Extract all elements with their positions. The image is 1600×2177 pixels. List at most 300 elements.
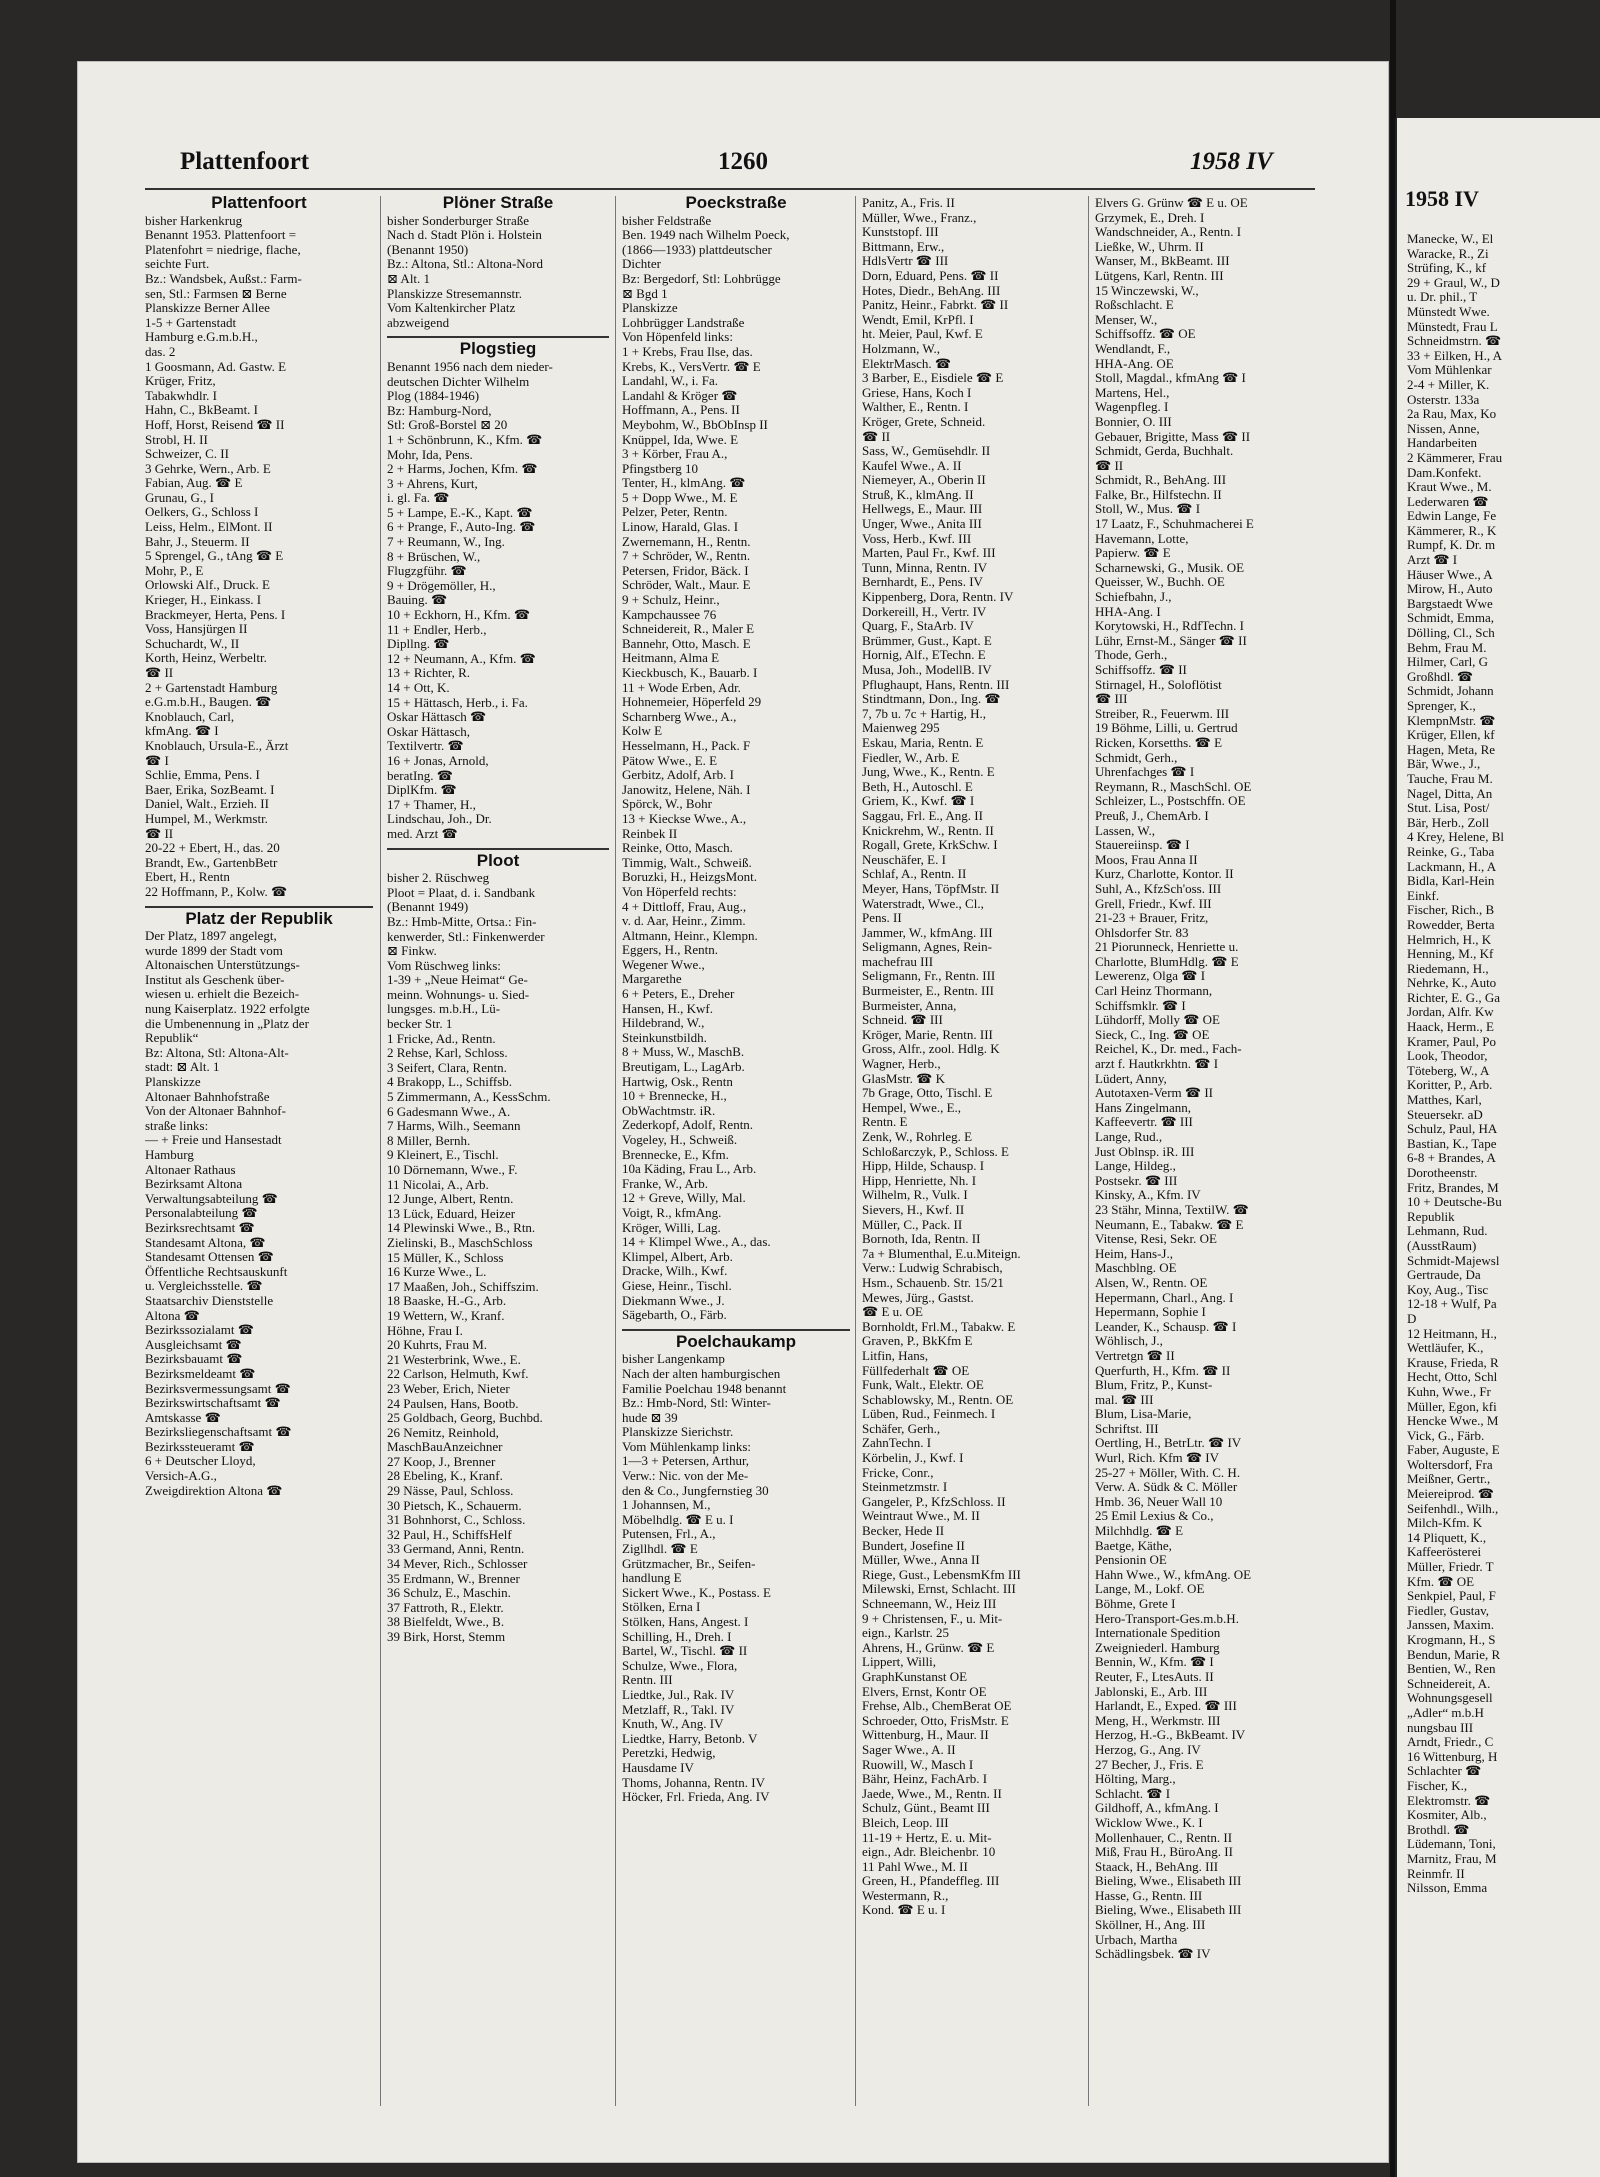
directory-entry: ☎ II [145, 826, 174, 841]
directory-entry: Holzmann, W., [862, 341, 940, 356]
directory-entry: Nehrke, K., Auto [1407, 976, 1497, 991]
directory-entry: Zederkopf, Adolf, Rentn. [622, 1118, 754, 1133]
directory-entry: Franke, W., Arb. [622, 1176, 708, 1191]
directory-entry: ZahnTechn. I [862, 1436, 932, 1451]
page-header-right: 1958 IV [1190, 148, 1273, 175]
directory-entry: Saggau, Frl. E., Ang. II [862, 808, 983, 823]
directory-entry: 14 + Ott, K. [387, 681, 450, 695]
directory-entry: DiplKfm. ☎ [387, 783, 457, 798]
directory-entry: Schädlingsbek. ☎ IV [1095, 1947, 1211, 1962]
directory-entry: Handarbeiten [1407, 436, 1478, 451]
directory-entry: Just Oblnsp. iR. III [1095, 1144, 1195, 1159]
directory-entry: Hagen, Meta, Re [1407, 742, 1496, 757]
directory-entry: Schäfer, Gerh., [862, 1421, 941, 1436]
directory-entry: 33 + Eilken, H., A [1407, 348, 1503, 363]
directory-entry: 4 Krey, Helene, Bl [1407, 830, 1504, 845]
directory-entry: Leander, K., Schausp. ☎ I [1095, 1319, 1237, 1334]
directory-entry: seichte Furt. [145, 257, 210, 272]
directory-entry: Familie Poelchau 1948 benannt [622, 1381, 787, 1396]
directory-entry: Ricken, Korsetths. ☎ E [1095, 735, 1223, 750]
directory-entry: Bannehr, Otto, Masch. E [622, 636, 751, 651]
directory-entry: Bär, Wwe., J., [1407, 757, 1481, 772]
directory-entry: Walther, E., Rentn. I [862, 400, 969, 415]
directory-entry: ⊠ Finkw. [387, 944, 437, 959]
directory-entry: 11 Nicolai, A., Arb. [387, 1177, 489, 1192]
directory-entry: Bittmann, Erw., [862, 239, 945, 254]
directory-entry: 25 Goldbach, Georg, Buchbd. [387, 1411, 543, 1426]
directory-entry: Bahr, J., Steuerm. II [145, 534, 250, 549]
directory-entry: 3 + Ahrens, Kurt, [387, 476, 478, 491]
directory-entry: Bezirkswirtschaftsamt ☎ [145, 1396, 281, 1411]
directory-entry: Lewerenz, Olga ☎ I [1095, 969, 1206, 984]
column-divider [615, 196, 616, 2106]
directory-entry: Hesselmann, H., Pack. F [622, 738, 751, 753]
directory-entry: 2a Rau, Max, Ko [1407, 407, 1497, 422]
directory-entry: Scharnewski, G., Musik. OE [1095, 560, 1245, 575]
directory-entry: nungsbau III [1407, 1720, 1474, 1735]
directory-entry: Knickrehm, W., Rentn. II [862, 823, 994, 838]
directory-entry: Hsm., Schauenb. Str. 15/21 [862, 1275, 1004, 1290]
directory-entry: Graven, P., BkKfm E [862, 1334, 973, 1349]
directory-entry: Sköllner, H., Ang. III [1095, 1918, 1206, 1933]
directory-entry: Fritz, Brandes, M [1407, 1180, 1499, 1195]
directory-entry: Elvers G. Grünw ☎ E u. OE [1095, 196, 1248, 210]
directory-entry: Bieling, Wwe., Elisabeth III [1095, 1874, 1242, 1889]
directory-entry: (1866—1933) plattdeutscher [622, 242, 772, 257]
directory-entry: Bz: Bergedorf, Stl: Lohbrügge [622, 271, 781, 286]
directory-entry: das. 2 [145, 344, 176, 359]
directory-entry: 2 + Gartenstadt Hamburg [145, 680, 278, 695]
directory-entry: Schmidt-Majewsl [1407, 1253, 1500, 1268]
directory-entry: 17 Maaßen, Joh., Schiffszim. [387, 1279, 539, 1294]
directory-entry: Wöhlisch, J., [1095, 1334, 1163, 1349]
directory-entry: ObWachtmstr. iR. [622, 1103, 716, 1118]
directory-entry: Wohnungsgesell [1407, 1691, 1493, 1706]
directory-entry: Mohr, Ida, Pens. [387, 447, 473, 462]
directory-entry: Lüben, Rud., Feinmech. I [862, 1407, 996, 1422]
directory-entry: 12 Heitmann, H., [1407, 1326, 1497, 1341]
directory-entry: Wurl, Rich. Kfm ☎ IV [1095, 1451, 1219, 1466]
directory-entry: Maschblng. OE [1095, 1261, 1177, 1276]
directory-entry: wiesen u. erhielt die Bezeich- [145, 987, 300, 1002]
directory-entry: Knoblauch, Ursula-E., Ärzt [145, 738, 289, 753]
directory-entry: Milch-Kfm. K [1407, 1516, 1483, 1531]
directory-entry: Thoms, Johanna, Rentn. IV [622, 1775, 765, 1790]
directory-entry: Hepermann, Sophie I [1095, 1305, 1206, 1320]
directory-entry: Stoll, Magdal., kfmAng ☎ I [1095, 371, 1246, 386]
directory-entry: 2-4 + Miller, K. [1407, 377, 1490, 392]
directory-entry: Nach der alten hamburgischen [622, 1366, 781, 1381]
directory-entry: Harlandt, E., Exped. ☎ III [1095, 1699, 1237, 1714]
directory-entry: ☎ III [1095, 692, 1128, 707]
directory-entry: Vick, G., Färb. [1407, 1428, 1485, 1443]
directory-entry: — + Freie und Hansestadt [145, 1133, 282, 1148]
directory-entry: Breutigam, L., LagArb. [622, 1060, 745, 1075]
directory-entry: Grunau, G., I [145, 490, 214, 505]
directory-entry: Krüger, Fritz, [145, 374, 216, 389]
directory-entry: Jaede, Wwe., M., Rentn. II [862, 1786, 1002, 1801]
directory-entry: Republik“ [145, 1031, 199, 1046]
directory-entry: Kieckbusch, K., Bauarb. I [622, 666, 758, 680]
column-3 [622, 193, 850, 1805]
directory-entry: Charlotte, BlumHdlg. ☎ E [1095, 954, 1239, 969]
directory-entry: Krogmann, H., S [1407, 1633, 1496, 1647]
directory-entry: Körbelin, J., Kwf. I [862, 1451, 964, 1466]
directory-entry: Bidla, Karl-Hein [1407, 874, 1495, 889]
directory-entry: 32 Paul, H., SchiffsHelf [387, 1527, 512, 1542]
directory-entry: Querfurth, H., Kfm. ☎ II [1095, 1363, 1231, 1378]
directory-entry: Reymann, R., MaschSchl. OE [1095, 779, 1252, 794]
directory-entry: Landahl & Kröger ☎ [622, 388, 738, 403]
directory-entry: Stoll, W., Mus. ☎ I [1095, 502, 1201, 517]
directory-entry: Bz: Hamburg-Nord, [387, 403, 492, 418]
directory-entry: Korth, Heinz, Werbeltr. [145, 651, 267, 666]
directory-entry: Planskizze Stresemannstr. [387, 286, 523, 301]
directory-entry: ☎ I [145, 753, 169, 768]
directory-entry: Dorkereill, H., Vertr. IV [862, 604, 987, 619]
directory-entry: 4 + Dittloff, Frau, Aug., [622, 899, 747, 914]
directory-entry: Woltersdorf, Fra [1407, 1457, 1493, 1472]
directory-entry: Tunn, Minna, Rentn. IV [862, 560, 988, 575]
directory-entry: 22 Hoffmann, P., Kolw. ☎ [145, 884, 288, 899]
directory-entry: Margarethe [622, 972, 682, 987]
directory-entry: kfmAng. ☎ I [145, 724, 219, 739]
directory-entry: 25 Emil Lexius & Co., [1095, 1509, 1214, 1524]
directory-entry: Hencke Wwe., M [1407, 1414, 1499, 1429]
directory-entry: Republik [1407, 1209, 1455, 1224]
directory-entry: Zenk, W., Rohrleg. E [862, 1130, 973, 1144]
directory-entry: Seifenhdl., Wilh., [1407, 1501, 1499, 1516]
directory-entry: u. Vergleichsstelle. ☎ [145, 1279, 263, 1294]
directory-entry: Fabian, Aug. ☎ E [145, 476, 243, 491]
directory-entry: Jammer, W., kfmAng. III [862, 925, 993, 940]
directory-entry: 23 Weber, Erich, Nieter [387, 1381, 510, 1396]
directory-entry: stadt: ⊠ Alt. 1 [145, 1060, 220, 1075]
directory-entry: Pfingstberg 10 [622, 461, 698, 476]
directory-entry: bisher Feldstraße [622, 213, 712, 228]
directory-entry: 7, 7b u. 7c + Hartig, H., [862, 706, 986, 721]
directory-entry: Schröder, Walt., Maur. E [622, 578, 751, 593]
directory-entry: bisher Langenkamp [622, 1352, 725, 1367]
directory-entry: Vom Mühlenkamp links: [622, 1439, 752, 1454]
directory-entry: Bär, Herb., Zoll [1407, 815, 1490, 830]
directory-entry: Bezirksliegenschaftsamt ☎ [145, 1425, 292, 1440]
directory-entry: Wicklow Wwe., K. I [1095, 1815, 1203, 1830]
directory-entry: Tauche, Frau M. [1407, 771, 1493, 786]
directory-entry: 2 + Harms, Jochen, Kfm. ☎ [387, 462, 538, 477]
directory-entry: mal. ☎ III [1095, 1392, 1154, 1407]
directory-entry: Kunststopf. III [862, 225, 939, 240]
directory-entry: GraphKunstanst OE [862, 1669, 968, 1684]
directory-entry: Bz.: Hmb-Nord, Stl: Winter- [622, 1396, 771, 1411]
directory-entry: 14 Plewinski Wwe., B., Rtn. [387, 1221, 536, 1236]
directory-entry: Lippert, Willi, [862, 1655, 936, 1670]
directory-entry: Verw.: Ludwig Schrabisch, [862, 1261, 1003, 1276]
directory-entry: Kröger, Marie, Rentn. III [862, 1027, 993, 1042]
directory-entry: Brackmeyer, Herta, Pens. I [145, 607, 286, 622]
directory-entry: Kuhn, Wwe., Fr [1407, 1384, 1491, 1399]
directory-entry: Vom Mühlenkar [1407, 363, 1492, 378]
directory-entry: ☎ II [862, 429, 891, 444]
directory-entry: Krieger, H., Einkass. I [145, 593, 262, 608]
directory-entry: ⊠ Bgd 1 [622, 286, 668, 301]
directory-entry: Neuschäfer, E. I [862, 852, 946, 867]
directory-entry: Riege, Gust., LebensmKfm III [862, 1567, 1021, 1582]
directory-entry: Dipllng. ☎ [387, 637, 450, 652]
directory-entry: hude ⊠ 39 [622, 1410, 678, 1425]
directory-entry: Krause, Frieda, R [1407, 1355, 1499, 1370]
column-5 [1095, 196, 1310, 1962]
directory-entry: Lühr, Ernst-M., Sänger ☎ II [1095, 633, 1247, 648]
column-1 [145, 193, 373, 1498]
directory-entry: 17 + Thamer, H., [387, 797, 476, 812]
directory-entry: Bornoth, Ida, Rentn. II [862, 1232, 981, 1247]
directory-entry: Funk, Walt., Elektr. OE [862, 1378, 984, 1393]
directory-entry: ElektrMasch. ☎ [862, 356, 952, 371]
directory-entry: Der Platz, 1897 angelegt, [145, 929, 277, 944]
directory-entry: Schmidt, Gerh., [1095, 750, 1178, 765]
directory-entry: Rumpf, K. Dr. m [1407, 538, 1496, 553]
directory-entry: Unger, Wwe., Anita III [862, 517, 982, 532]
directory-entry: Meißner, Gertr., [1407, 1472, 1491, 1487]
directory-entry: Stölken, Hans, Angest. I [622, 1615, 749, 1629]
directory-entry: Ausgleichsamt ☎ [145, 1337, 242, 1352]
directory-entry: Rentn. E [862, 1115, 908, 1130]
directory-entry: Falke, Br., Hilfstechn. II [1095, 487, 1222, 502]
directory-entry: Lindschau, Joh., Dr. [387, 812, 492, 827]
directory-entry: Staatsarchiv Dienststelle [145, 1293, 274, 1308]
directory-entry: Altonaer Rathaus [145, 1162, 236, 1177]
directory-entry: Nissen, Anne, [1407, 421, 1480, 436]
directory-entry: Lange, M., Lokf. OE [1095, 1582, 1205, 1597]
directory-entry: Faber, Auguste, E [1407, 1443, 1500, 1458]
directory-entry: Stauereiinsp. ☎ I [1095, 838, 1190, 853]
directory-entry: Hamburg [145, 1148, 194, 1162]
directory-entry: Osterstr. 133a [1407, 392, 1480, 407]
directory-entry: Bernhardt, E., Pens. IV [862, 575, 983, 590]
directory-entry: Lüdemann, Toni, [1407, 1837, 1496, 1852]
directory-entry: Oertling, H., BetrLtr. ☎ IV [1095, 1436, 1242, 1451]
directory-entry: Zigllhdl. ☎ E [622, 1542, 698, 1557]
directory-entry: Vom Rüschweg links: [387, 958, 501, 973]
directory-entry: 3 Barber, E., Eisdiele ☎ E [862, 371, 1004, 386]
directory-entry: 27 Becher, J., Fris. E [1095, 1757, 1204, 1772]
directory-entry: Moos, Frau Anna II [1095, 852, 1198, 867]
directory-entry: Dorn, Eduard, Pens. ☎ II [862, 268, 999, 283]
directory-entry: 15 + Hättasch, Herb., i. Fa. [387, 695, 528, 710]
directory-entry: 5 Sprengel, G., tAng ☎ E [145, 549, 284, 564]
directory-entry: Von Höperfeld rechts: [622, 884, 737, 899]
directory-entry: Bundert, Josefine II [862, 1538, 965, 1553]
directory-entry: Suhl, A., KfzSch'oss. III [1095, 881, 1222, 896]
directory-entry: Kaffeerösterei [1407, 1545, 1482, 1560]
directory-entry: 15 Müller, K., Schloss [387, 1250, 504, 1265]
directory-entry: Kaffeevertr. ☎ III [1095, 1115, 1193, 1130]
directory-entry: 1-5 + Gartenstadt [145, 315, 237, 330]
directory-entry: Grzymek, E., Dreh. I [1095, 210, 1205, 225]
directory-entry: bisher Harkenkrug [145, 213, 243, 228]
directory-entry: Stl: Groß-Borstel ⊠ 20 [387, 418, 508, 433]
directory-entry: Seligmann, Agnes, Rein- [862, 940, 992, 955]
directory-entry: Schlacht. ☎ I [1095, 1786, 1171, 1801]
directory-entry: Schweizer, C. II [145, 447, 229, 462]
directory-entry: 12 Junge, Albert, Rentn. [387, 1192, 514, 1207]
directory-entry: 3 Gehrke, Wern., Arb. E [145, 461, 271, 476]
directory-entry: Bezirksmeldeamt ☎ [145, 1366, 256, 1381]
directory-entry: Henning, M., Kf [1407, 947, 1494, 962]
directory-entry: Tenter, H., klmAng. ☎ [622, 476, 746, 491]
directory-entry: 8 + Muss, W., MaschB. [622, 1045, 745, 1060]
directory-entry: Hahn Wwe., W., kfmAng. OE [1095, 1567, 1252, 1582]
directory-entry: Bonnier, O. III [1095, 414, 1172, 429]
directory-entry: Thode, Gerh., [1095, 648, 1168, 663]
directory-entry: Sprenger, K., [1407, 699, 1476, 713]
directory-entry: Gildhoff, A., kfmAng. I [1095, 1801, 1219, 1816]
directory-entry: 1 + Krebs, Frau Ilse, das. [622, 344, 753, 359]
directory-entry: Bz: Altona, Stl: Altona-Alt- [145, 1045, 289, 1060]
directory-entry: Riedemann, H., [1407, 961, 1489, 976]
directory-entry: Zweigdirektion Altona ☎ [145, 1483, 283, 1498]
directory-entry: Brümmer, Gust., Kapt. E [862, 633, 992, 648]
directory-entry: 7 + Schröder, W., Rentn. [622, 549, 751, 564]
directory-entry: Staack, H., BehAng. III [1095, 1859, 1219, 1874]
directory-entry: Planskizze [622, 301, 678, 316]
directory-entry: Papierw. ☎ E [1095, 546, 1171, 561]
directory-entry: Gross, Alfr., zool. Hdlg. K [862, 1042, 1000, 1057]
street-heading: Plattenfoort [211, 193, 307, 212]
directory-entry: Bartel, W., Tischl. ☎ II [622, 1644, 748, 1659]
directory-entry: 2 Rehse, Karl, Schloss. [387, 1046, 508, 1061]
directory-entry: (Benannt 1949) [387, 900, 469, 915]
directory-entry: 13 Lück, Eduard, Heizer [387, 1206, 516, 1221]
directory-entry: Spörck, W., Bohr [622, 797, 712, 812]
directory-entry: Lühdorff, Molly ☎ OE [1095, 1013, 1220, 1028]
directory-entry: Elvers, Ernst, Kontr OE [862, 1684, 987, 1699]
directory-entry: Hipp, Henriette, Nh. I [862, 1173, 977, 1188]
directory-entry: Mohr, P., E [145, 563, 204, 578]
directory-entry: Verw.: Nic. von der Me- [622, 1469, 749, 1484]
directory-entry: Hamburg e.G.m.b.H., [145, 330, 258, 345]
directory-entry: Baer, Erika, SozBeamt. I [145, 782, 275, 797]
directory-entry: (AusstRaum) [1407, 1238, 1477, 1253]
directory-entry: 7 Harms, Wilh., Seemann [387, 1119, 521, 1134]
street-heading: Poelchaukamp [622, 1329, 850, 1350]
directory-entry: Hipp, Hilde, Schausp. I [862, 1159, 985, 1174]
directory-entry: Waracke, R., Zi [1407, 246, 1489, 261]
directory-entry: Manecke, W., El [1407, 232, 1494, 246]
directory-entry: Struß, K., klmAng. II [862, 487, 974, 502]
directory-entry: Planskizze Berner Allee [145, 301, 270, 316]
directory-entry: 8 + Brüschen, W., [387, 549, 481, 564]
directory-entry: Fiedler, W., Arb. E [862, 750, 960, 765]
directory-entry: Fiedler, Gustav, [1407, 1603, 1490, 1618]
directory-entry: Lohbrügger Landstraße [622, 315, 745, 330]
directory-entry: eign., Adr. Bleichenbr. 10 [862, 1845, 996, 1860]
directory-entry: 10 + Deutsche-Bu [1407, 1195, 1502, 1210]
directory-entry: meinn. Wohnungs- u. Sied- [387, 987, 530, 1002]
directory-entry: Steinkunstbildh. [622, 1030, 707, 1045]
directory-entry: Bargstaedt Wwe [1407, 596, 1493, 611]
directory-entry: 5 + Lampe, E.-K., Kapt. ☎ [387, 505, 533, 520]
directory-entry: Koritter, P., Arb. [1407, 1078, 1493, 1093]
directory-entry: Matthes, Karl, [1407, 1093, 1482, 1108]
directory-entry: Gerbitz, Adolf, Arb. I [622, 768, 734, 783]
directory-entry: Vitense, Resi, Sekr. OE [1095, 1232, 1217, 1247]
directory-entry: straße links: [145, 1118, 209, 1133]
directory-entry: Schleizer, L., Postschffn. OE [1095, 794, 1246, 809]
directory-entry: Füllfederhalt ☎ OE [862, 1363, 970, 1378]
directory-entry: Ebert, H., Rentn [145, 870, 230, 885]
directory-entry: bisher Sonderburger Straße [387, 213, 530, 228]
directory-entry: Hölting, Marg., [1095, 1772, 1176, 1787]
directory-entry: Gangeler, P., KfzSchloss. II [862, 1494, 1006, 1509]
directory-entry: Textilvertr. ☎ [387, 739, 464, 754]
directory-entry: Schmidt, Emma, [1407, 611, 1495, 626]
directory-entry: Lackmann, H., A [1407, 859, 1497, 874]
directory-entry: Nagel, Ditta, An [1407, 786, 1493, 801]
directory-entry: Hempel, Wwe., E., [862, 1100, 962, 1115]
directory-entry: Hahn, C., BkBeamt. I [145, 403, 259, 418]
directory-entry: Müller, C., Pack. II [862, 1217, 963, 1232]
directory-entry: Sievers, H., Kwf. II [862, 1202, 965, 1217]
directory-entry: Petersen, Fridor, Bäck. I [622, 563, 749, 578]
directory-entry: Elektromstr. ☎ [1407, 1793, 1491, 1808]
directory-entry: 16 Kurze Wwe., L. [387, 1265, 487, 1280]
street-heading: Poeckstraße [685, 193, 787, 212]
directory-entry: Hartwig, Osk., Rentn [622, 1074, 733, 1089]
directory-entry: Schlachter ☎ [1407, 1764, 1482, 1779]
directory-entry: v. d. Aar, Heinr., Zimm. [622, 914, 746, 929]
directory-entry: Nilsson, Emma [1407, 1881, 1488, 1896]
directory-entry: Lütgens, Karl, Rentn. III [1095, 268, 1224, 283]
directory-entry: Daniel, Walt., Erzieh. II [145, 797, 269, 812]
directory-entry: 14 + Klimpel Wwe., A., das. [622, 1235, 771, 1250]
directory-entry: Pflughaupt, Hans, Rentn. III [862, 677, 1010, 692]
directory-entry: Ruowill, W., Masch I [862, 1757, 974, 1772]
directory-entry: 1 Goosmann, Ad. Gastw. E [145, 359, 287, 374]
directory-entry: Meyer, Hans, TöpfMstr. II [862, 881, 1000, 896]
directory-entry: GlasMstr. ☎ K [862, 1071, 946, 1086]
directory-entry: Pätow Wwe., E. E [622, 753, 718, 768]
directory-entry: Steinmetzmstr. I [862, 1480, 948, 1495]
directory-entry: Hepermann, Charl., Ang. I [1095, 1290, 1234, 1305]
directory-entry: Mewes, Jürg., Gastst. [862, 1290, 974, 1305]
directory-entry: Hoff, Horst, Reisend ☎ II [145, 417, 285, 432]
directory-entry: HHA-Ang. OE [1095, 356, 1174, 371]
directory-entry: Menser, W., [1095, 312, 1158, 327]
directory-entry: Arzt ☎ I [1407, 553, 1458, 568]
directory-entry: Lange, Hildeg., [1095, 1159, 1176, 1174]
directory-entry: Stindtmann, Don., Ing. ☎ [862, 692, 1001, 707]
directory-entry: Meiereiprod. ☎ [1407, 1487, 1494, 1502]
directory-entry: Lassen, W., [1095, 823, 1155, 838]
directory-entry: 39 Birk, Horst, Stemm [387, 1630, 506, 1644]
column-2 [387, 193, 609, 1645]
directory-entry: 3 Seifert, Clara, Rentn. [387, 1060, 507, 1075]
directory-entry: 11 + Wode Erben, Adr. [622, 680, 741, 695]
directory-entry: Oskar Hättasch ☎ [387, 710, 487, 725]
directory-entry: Schulz, Paul, HA [1407, 1122, 1498, 1137]
directory-entry: i. gl. Fa. ☎ [387, 491, 450, 506]
directory-entry: Bornholdt, Frl.M., Tabakw. E [862, 1319, 1016, 1334]
directory-entry: Heim, Hans-J., [1095, 1246, 1173, 1261]
directory-entry: Vogeley, H., Schweiß. [622, 1133, 738, 1147]
directory-entry: nung Kaiserplatz. 1922 erfolgte [145, 1002, 310, 1017]
directory-entry: Bezirksamt Altona [145, 1177, 243, 1192]
directory-entry: Timmig, Walt., Schweiß. [622, 855, 752, 870]
directory-entry: 13 + Richter, R. [387, 666, 470, 681]
directory-entry: 20 Kuhrts, Frau M. [387, 1338, 488, 1353]
